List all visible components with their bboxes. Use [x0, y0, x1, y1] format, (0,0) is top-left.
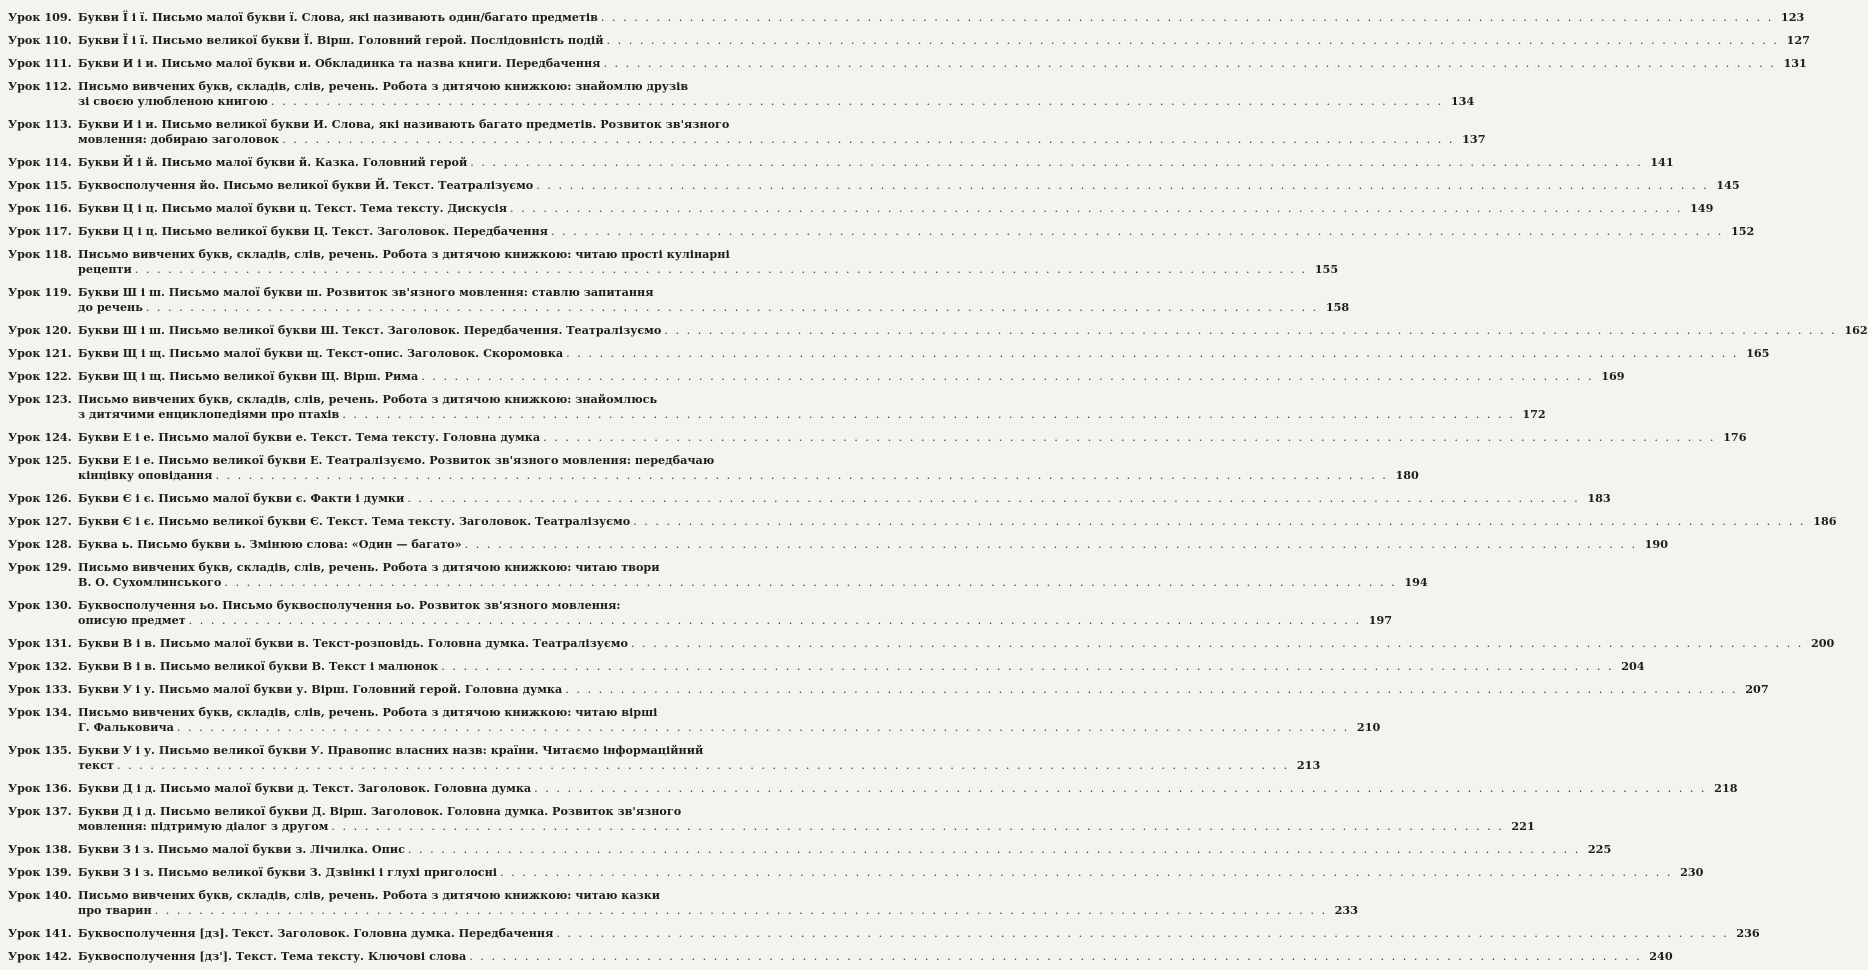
- lesson-label: Урок 111.: [8, 56, 72, 70]
- lesson-title-line: Букви З і з. Письмо малої букви з. Лічилка. Опис: [78, 842, 405, 856]
- dot-leader: [177, 720, 1349, 735]
- lesson-title: [78, 491, 1611, 506]
- dot-leader: [465, 537, 1637, 552]
- dot-leader: [510, 201, 1682, 216]
- dot-leader: [556, 926, 1728, 941]
- toc-entry: [8, 281, 1350, 319]
- page-number: 141: [1650, 155, 1674, 169]
- page-number: 172: [1522, 407, 1546, 421]
- page-number: 200: [1810, 636, 1835, 650]
- dot-leader: [633, 514, 1805, 529]
- page-number: 204: [1621, 659, 1645, 673]
- lesson-title: [78, 537, 1668, 552]
- lesson-title-line: Букви Щ і щ. Письмо великої букви Щ. Вірш. Рима: [78, 369, 419, 383]
- lesson-label: Урок 114.: [8, 155, 72, 169]
- lesson-title-line: Букви Ц і ц. Письмо малої букви ц. Текст. Тема тексту. Дискусія: [78, 201, 508, 215]
- page-number: 152: [1730, 224, 1755, 238]
- lesson-title: [78, 155, 1674, 170]
- lesson-label: Урок 129.: [8, 560, 72, 574]
- lesson-title: [78, 598, 1392, 628]
- lesson-label: Урок 112.: [8, 79, 72, 93]
- toc-entry: [8, 113, 1486, 151]
- toc-entry: [8, 319, 1868, 342]
- toc-entry: [8, 533, 1668, 556]
- toc-entry: [8, 365, 1625, 388]
- page-number: 186: [1813, 514, 1837, 528]
- lesson-title-line: Букви И і и. Письмо малої букви и. Обкладинка та назва книги. Передбачення: [78, 56, 601, 70]
- page-number: 155: [1314, 262, 1339, 276]
- lesson-title: [78, 949, 1673, 964]
- lesson-title-line: Букви З і з. Письмо великої букви З. Дзвінкі і глухі приголосні: [78, 865, 498, 879]
- toc-entry: [8, 701, 1381, 739]
- lesson-title-line: Буква ь. Письмо букви ь. Змінюю слова: «Один — багато»: [78, 537, 462, 551]
- toc-entry: [8, 594, 1393, 632]
- dot-leader: [565, 682, 1737, 697]
- lesson-label: Урок 123.: [8, 392, 72, 406]
- toc-entry: [8, 197, 1714, 220]
- lesson-label: Урок 132.: [8, 659, 72, 673]
- lesson-title-line: Букви Е і е. Письмо малої букви е. Текст. Тема тексту. Головна думка: [78, 430, 541, 444]
- lesson-title-line: Письмо вивчених букв, складів, слів, речень. Робота з дитячою книжкою: знайомлюсь: [78, 392, 658, 406]
- page-number: 169: [1601, 369, 1625, 383]
- lesson-title-line: про тварин: [78, 903, 152, 917]
- dot-leader: [664, 323, 1836, 338]
- page-number: 190: [1644, 537, 1668, 551]
- dot-leader: [631, 636, 1803, 651]
- page-number: 221: [1511, 819, 1535, 833]
- toc-entry: [8, 739, 1321, 777]
- lesson-title-line: Букви Е і е. Письмо великої букви Е. Театралізуємо. Розвиток зв'язного мовлення: передбачаю: [78, 453, 715, 467]
- toc-entry: [8, 52, 1807, 75]
- page-number: 183: [1587, 491, 1611, 505]
- dot-leader: [601, 10, 1773, 25]
- lesson-title: [78, 888, 1358, 918]
- page-number: 123: [1780, 10, 1805, 24]
- lesson-label: Урок 126.: [8, 491, 72, 505]
- page-number: 149: [1690, 201, 1714, 215]
- page-number: 194: [1404, 575, 1428, 589]
- lesson-title-line: до речень: [78, 300, 143, 314]
- lesson-title-line: Письмо вивчених букв, складів, слів, речень. Робота з дитячою книжкою: читаю казки: [78, 888, 661, 902]
- dot-leader: [189, 613, 1361, 628]
- dot-leader: [117, 758, 1289, 773]
- lesson-title: [78, 430, 1746, 445]
- lesson-title-line: рецепти: [78, 262, 132, 276]
- toc-entry: [8, 151, 1674, 174]
- page-number: 210: [1356, 720, 1381, 734]
- lesson-title-line: Письмо вивчених букв, складів, слів, речень. Робота з дитячою книжкою: читаю прості кулінарні: [78, 247, 730, 261]
- lesson-label: Урок 130.: [8, 598, 72, 612]
- page-number: 207: [1745, 682, 1769, 696]
- lesson-title: [78, 346, 1769, 361]
- dot-leader: [271, 94, 1443, 109]
- lesson-title-line: Букви И і и. Письмо великої букви И. Слова, які називають багато предметів. Розвиток зв'язного: [78, 117, 730, 131]
- toc-entry: [8, 922, 1760, 945]
- lesson-title-line: Письмо вивчених букв, складів, слів, речень. Робота з дитячою книжкою: читаю твори: [78, 560, 660, 574]
- lesson-label: Урок 137.: [8, 804, 72, 818]
- lesson-label: Урок 134.: [8, 705, 72, 719]
- lesson-label: Урок 136.: [8, 781, 72, 795]
- page-number: 131: [1783, 56, 1807, 70]
- toc-entry: [8, 75, 1475, 113]
- lesson-title-line: Букви У і у. Письмо малої букви у. Вірш. Головний герой. Головна думка: [78, 682, 563, 696]
- page-number: 233: [1334, 903, 1358, 917]
- lesson-title: [78, 705, 1380, 735]
- toc-entry: [8, 556, 1428, 594]
- page-number: 127: [1786, 33, 1810, 47]
- page-number: 213: [1296, 758, 1321, 772]
- page-number: 236: [1736, 926, 1760, 940]
- page-number: 230: [1680, 865, 1704, 879]
- lesson-title: [78, 392, 1546, 422]
- page-number: 162: [1844, 323, 1868, 337]
- lesson-title-line: кінцівку оповідання: [78, 468, 213, 482]
- dot-leader: [500, 865, 1672, 880]
- toc-entry: [8, 342, 1770, 365]
- lesson-label: Урок 118.: [8, 247, 72, 261]
- toc-entry: [8, 800, 1535, 838]
- lesson-title: [78, 285, 1349, 315]
- toc-entry: [8, 884, 1358, 922]
- dot-leader: [470, 155, 1642, 170]
- lesson-title-line: мовлення: підтримую діалог з другом: [78, 819, 329, 833]
- lesson-label: Урок 135.: [8, 743, 72, 757]
- dot-leader: [282, 132, 1454, 147]
- dot-leader: [551, 224, 1723, 239]
- dot-leader: [543, 430, 1715, 445]
- lesson-title-line: Букви В і в. Письмо великої букви В. Текст і малюнок: [78, 659, 439, 673]
- toc-entry: [8, 777, 1738, 800]
- dot-leader: [155, 903, 1327, 918]
- lesson-title: [78, 636, 1834, 651]
- lesson-label: Урок 116.: [8, 201, 72, 215]
- lesson-label: Урок 141.: [8, 926, 72, 940]
- page-number: 218: [1714, 781, 1738, 795]
- page-number: 176: [1723, 430, 1747, 444]
- dot-leader: [566, 346, 1738, 361]
- lesson-label: Урок 115.: [8, 178, 72, 192]
- dot-leader: [215, 468, 1387, 483]
- dot-leader: [607, 33, 1779, 48]
- lesson-title: [78, 79, 1474, 109]
- lesson-title-line: зі своєю улюбленою книгою: [78, 94, 268, 108]
- toc-entry: [8, 861, 1704, 884]
- page-number: 137: [1462, 132, 1486, 146]
- dot-leader: [342, 407, 1514, 422]
- lesson-label: Урок 131.: [8, 636, 72, 650]
- lesson-title: [78, 804, 1535, 834]
- lesson-title: [78, 743, 1320, 773]
- toc-entry: [8, 838, 1612, 861]
- lesson-title: [78, 453, 1419, 483]
- dot-leader: [421, 369, 1593, 384]
- lesson-title: [78, 56, 1807, 71]
- lesson-title-line: Букви Щ і щ. Письмо малої букви щ. Текст-опис. Заголовок. Скоромовка: [78, 346, 564, 360]
- lesson-title-line: Букви Ї і ї. Письмо малої букви ї. Слова, які називають один/багато предметів: [78, 10, 598, 24]
- toc-entry: [8, 449, 1419, 487]
- lesson-label: Урок 120.: [8, 323, 72, 337]
- lesson-label: Урок 124.: [8, 430, 72, 444]
- lesson-title: [78, 926, 1760, 941]
- lesson-label: Урок 128.: [8, 537, 72, 551]
- lesson-title: [78, 224, 1754, 239]
- lesson-label: Урок 113.: [8, 117, 72, 131]
- lesson-label: Урок 117.: [8, 224, 72, 238]
- lesson-title-line: Букви Д і д. Письмо великої букви Д. Вірш. Заголовок. Головна думка. Розвиток зв'язного: [78, 804, 682, 818]
- lesson-title: [78, 178, 1740, 193]
- dot-leader: [534, 781, 1706, 796]
- lesson-title-line: Букви Ї і ї. Письмо великої букви Ї. Вірш. Головний герой. Послідовність подій: [78, 33, 604, 47]
- dot-leader: [536, 178, 1708, 193]
- lesson-label: Урок 121.: [8, 346, 72, 360]
- page-number: 180: [1395, 468, 1419, 482]
- dot-leader: [331, 819, 1503, 834]
- lesson-title: [78, 842, 1611, 857]
- page-number: 145: [1716, 178, 1740, 192]
- lesson-title: [78, 659, 1645, 674]
- toc-entry: [8, 388, 1546, 426]
- page-number: 197: [1368, 613, 1393, 627]
- page-number: 158: [1325, 300, 1350, 314]
- lesson-title-line: описую предмет: [78, 613, 186, 627]
- page-number: 165: [1746, 346, 1770, 360]
- lesson-title-line: В. О. Сухомлинського: [78, 575, 222, 589]
- toc-entry: [8, 945, 1673, 968]
- lesson-title: [78, 369, 1625, 384]
- dot-leader: [441, 659, 1613, 674]
- toc-entry: [8, 510, 1837, 533]
- toc-entry: [8, 426, 1747, 449]
- lesson-label: Урок 140.: [8, 888, 72, 902]
- lesson-title-line: Буквосполучення [дз]. Текст. Заголовок. Головна думка. Передбачення: [78, 926, 554, 940]
- lesson-title-line: Букви Д і д. Письмо малої букви д. Текст. Заголовок. Головна думка: [78, 781, 532, 795]
- lesson-title-line: Г. Фальковича: [78, 720, 174, 734]
- lesson-title-line: Букви Ш і ш. Письмо малої букви ш. Розвиток зв'язного мовлення: ставлю запитання: [78, 285, 654, 299]
- lesson-title-line: Буквосполучення йо. Письмо великої букви Й. Текст. Театралізуємо: [78, 178, 534, 192]
- lesson-title: [78, 117, 1485, 147]
- dot-leader: [408, 842, 1580, 857]
- toc-entry: [8, 632, 1835, 655]
- dot-leader: [135, 262, 1307, 277]
- lesson-title-line: Букви У і у. Письмо великої букви У. Правопис власних назв: країни. Читаємо інформаційний: [78, 743, 704, 757]
- lesson-title: [78, 201, 1713, 216]
- table-of-contents: [8, 6, 1868, 968]
- lesson-title-line: Букви В і в. Письмо малої букви в. Текст-розповідь. Головна думка. Театралізуємо: [78, 636, 628, 650]
- dot-leader: [224, 575, 1396, 590]
- lesson-label: Урок 138.: [8, 842, 72, 856]
- lesson-title: [78, 323, 1868, 338]
- dot-leader: [603, 56, 1775, 71]
- lesson-title-line: мовлення: добираю заголовок: [78, 132, 280, 146]
- dot-leader: [407, 491, 1579, 506]
- lesson-title-line: Букви Й і й. Письмо малої букви й. Казка. Головний герой: [78, 155, 468, 169]
- page-number: 240: [1649, 949, 1673, 963]
- lesson-title: [78, 682, 1769, 697]
- lesson-label: Урок 119.: [8, 285, 72, 299]
- toc-entry: [8, 29, 1810, 52]
- toc-entry: [8, 655, 1645, 678]
- toc-entry: [8, 678, 1769, 701]
- lesson-title-line: Буквосполучення [дз']. Текст. Тема тексту. Ключові слова: [78, 949, 467, 963]
- lesson-title: [78, 865, 1703, 880]
- lesson-label: Урок 127.: [8, 514, 72, 528]
- toc-entry: [8, 6, 1805, 29]
- lesson-label: Урок 110.: [8, 33, 72, 47]
- lesson-title-line: Письмо вивчених букв, складів, слів, речень. Робота з дитячою книжкою: читаю вірші: [78, 705, 658, 719]
- page-number: 134: [1450, 94, 1475, 108]
- lesson-label: Урок 122.: [8, 369, 72, 383]
- lesson-label: Урок 133.: [8, 682, 72, 696]
- lesson-label: Урок 139.: [8, 865, 72, 879]
- lesson-title-line: Букви Ц і ц. Письмо великої букви Ц. Текст. Заголовок. Передбачення: [78, 224, 548, 238]
- lesson-title: [78, 781, 1738, 796]
- lesson-title: [78, 33, 1810, 48]
- lesson-title-line: Буквосполучення ьо. Письмо буквосполучення ьо. Розвиток зв'язного мовлення:: [78, 598, 621, 612]
- toc-entry: [8, 220, 1755, 243]
- page-number: 225: [1587, 842, 1612, 856]
- lesson-title-line: Букви Є і є. Письмо великої букви Є. Текст. Тема тексту. Заголовок. Театралізуємо: [78, 514, 631, 528]
- dot-leader: [146, 300, 1318, 315]
- dot-leader: [469, 949, 1641, 964]
- toc-entry: [8, 243, 1339, 281]
- lesson-title-line: з дитячими енциклопедіями про птахів: [78, 407, 340, 421]
- lesson-title-line: текст: [78, 758, 114, 772]
- lesson-label: Урок 109.: [8, 10, 72, 24]
- lesson-label: Урок 142.: [8, 949, 72, 963]
- lesson-title: [78, 10, 1804, 25]
- lesson-title-line: Письмо вивчених букв, складів, слів, речень. Робота з дитячою книжкою: знайомлю друзів: [78, 79, 689, 93]
- lesson-title: [78, 560, 1428, 590]
- lesson-title: [78, 247, 1338, 277]
- lesson-label: Урок 125.: [8, 453, 72, 467]
- lesson-title: [78, 514, 1837, 529]
- toc-entry: [8, 174, 1740, 197]
- lesson-title-line: Букви Є і є. Письмо малої букви є. Факти і думки: [78, 491, 405, 505]
- toc-entry: [8, 487, 1611, 510]
- lesson-title-line: Букви Ш і ш. Письмо великої букви Ш. Текст. Заголовок. Передбачення. Театралізуємо: [78, 323, 662, 337]
